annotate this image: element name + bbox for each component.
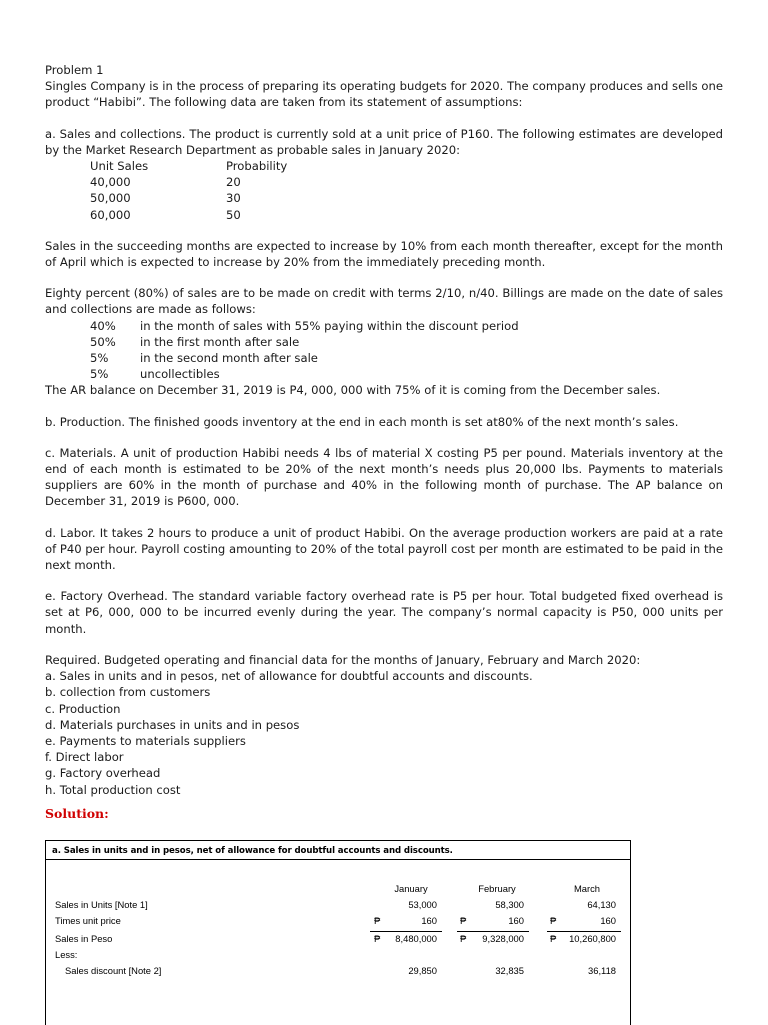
section-e-text: e. Factory Overhead. The standard variable factory overhead rate is P5 per hour. Total budgeted fixed overhead is set at P6, 000, 000 to be incurred evenly during the year. The company’s normal capacity is P50, 000 units per month. bbox=[45, 589, 723, 636]
collection-pct: 5% bbox=[90, 367, 109, 382]
row-label: Times unit price bbox=[55, 915, 121, 926]
probability-value: 30 bbox=[226, 191, 241, 206]
required-item: f. Direct labor bbox=[45, 750, 124, 765]
unit-sales-header: Unit Sales bbox=[90, 159, 149, 174]
collection-desc: in the first month after sale bbox=[140, 334, 300, 349]
table-row bbox=[46, 915, 630, 929]
subtotal-rule bbox=[370, 931, 442, 932]
cell-value: 53,000 bbox=[408, 899, 437, 910]
cell-value: 160 bbox=[600, 915, 616, 926]
required-intro: Required. Budgeted operating and financial data for the months of January, February and March 2020: bbox=[45, 652, 641, 667]
collection-pct: 40% bbox=[90, 318, 116, 333]
problem-heading: Problem 1 bbox=[45, 63, 104, 77]
cell-value: 32,835 bbox=[495, 965, 524, 976]
row-label: Less: bbox=[55, 949, 78, 960]
peso-sign: ₱ bbox=[374, 933, 381, 944]
unit-sales-value: 60,000 bbox=[90, 207, 131, 222]
table-row bbox=[46, 965, 630, 979]
required-item: b. collection from customers bbox=[45, 685, 211, 700]
peso-sign: ₱ bbox=[550, 933, 557, 944]
required-item: a. Sales in units and in pesos, net of allowance for doubtful accounts and discounts. bbox=[45, 669, 533, 684]
solution-table-title: a. Sales in units and in pesos, net of allowance for doubtful accounts and discounts. bbox=[52, 846, 453, 856]
collection-row bbox=[45, 366, 723, 382]
collection-desc: uncollectibles bbox=[140, 367, 220, 382]
probability-row bbox=[45, 207, 723, 223]
peso-sign: ₱ bbox=[550, 915, 557, 926]
credit-text: Eighty percent (80%) of sales are to be made on credit with terms 2/10, n/40. Billings are made on the date of sales and collections are made as follows: bbox=[45, 286, 723, 317]
title-divider bbox=[46, 859, 630, 860]
cell-value: 64,130 bbox=[587, 899, 616, 910]
peso-sign: ₱ bbox=[460, 933, 467, 944]
peso-sign: ₱ bbox=[460, 915, 467, 926]
row-label: Sales discount [Note 2] bbox=[65, 965, 162, 976]
solution-table bbox=[45, 840, 631, 1025]
probability-value: 50 bbox=[226, 207, 241, 222]
collection-pct: 5% bbox=[90, 351, 109, 366]
required-item: g. Factory overhead bbox=[45, 766, 161, 781]
table-row bbox=[46, 949, 630, 963]
peso-sign: ₱ bbox=[374, 915, 381, 926]
month-header-row bbox=[46, 883, 630, 897]
required-item: e. Payments to materials suppliers bbox=[45, 733, 246, 748]
growth-text: Sales in the succeeding months are expected to increase by 10% from each month thereafter, except for the month of April which is expected to increase by 20% from the immediately preceding month. bbox=[45, 238, 723, 270]
month-header-march: March bbox=[573, 883, 601, 894]
subtotal-rule bbox=[547, 931, 621, 932]
probability-row bbox=[45, 190, 723, 206]
collection-desc: in the second month after sale bbox=[140, 351, 318, 366]
problem-document bbox=[45, 62, 723, 798]
problem-intro: Singles Company is in the process of preparing its operating budgets for 2020. The company produces and sells one product “Habibi”. The following data are taken from its statement of assumptions: bbox=[45, 79, 723, 110]
subtotal-rule bbox=[457, 931, 529, 932]
cell-value: 160 bbox=[421, 915, 437, 926]
probability-table-header bbox=[45, 158, 723, 174]
collection-row bbox=[45, 350, 723, 366]
required-item: d. Materials purchases in units and in pesos bbox=[45, 717, 300, 732]
solution-label: Solution: bbox=[45, 806, 109, 821]
cell-value: 29,850 bbox=[408, 965, 437, 976]
collection-pct: 50% bbox=[90, 334, 116, 349]
section-c-text: c. Materials. A unit of production Habibi needs 4 lbs of material X costing P5 per pound. Materials inventory at the end of each month is estimated to be 20% of the next month’s needs plus 20,000 lbs. Payments to materials suppliers are 60% in the month of purchase and 40% in the following month of purchase. The AP balance on December 31, 2019 is P600, 000. bbox=[45, 445, 723, 509]
row-label: Sales in Peso bbox=[55, 933, 113, 944]
required-item: c. Production bbox=[45, 701, 121, 716]
unit-sales-value: 40,000 bbox=[90, 175, 131, 190]
cell-value: 9,328,000 bbox=[482, 933, 524, 944]
month-header-february: February bbox=[478, 883, 516, 894]
probability-header: Probability bbox=[226, 159, 288, 174]
required-item: h. Total production cost bbox=[45, 782, 181, 797]
row-label: Sales in Units [Note 1] bbox=[55, 899, 148, 910]
collection-row bbox=[45, 318, 723, 334]
collection-row bbox=[45, 334, 723, 350]
collection-desc: in the month of sales with 55% paying within the discount period bbox=[140, 318, 519, 333]
cell-value: 160 bbox=[508, 915, 524, 926]
probability-row bbox=[45, 174, 723, 190]
month-header-january: January bbox=[394, 883, 428, 894]
section-d-text: d. Labor. It takes 2 hours to produce a unit of product Habibi. On the average production workers are paid at a rate of P40 per hour. Payroll costing amounting to 20% of the total payroll cost per month are estimated to be paid in the next month. bbox=[45, 525, 723, 573]
cell-value: 10,260,800 bbox=[569, 933, 616, 944]
ar-balance-text: The AR balance on December 31, 2019 is P4, 000, 000 with 75% of it is coming from the December sales. bbox=[45, 383, 661, 398]
probability-value: 20 bbox=[226, 175, 241, 190]
section-b-text: b. Production. The finished goods inventory at the end in each month is set at80% of the next month’s sales. bbox=[45, 414, 679, 429]
section-a-text: a. Sales and collections. The product is currently sold at a unit price of P160. The following estimates are developed by the Market Research Department as probable sales in January 2020: bbox=[45, 126, 723, 157]
table-row bbox=[46, 899, 630, 913]
cell-value: 36,118 bbox=[588, 965, 616, 976]
cell-value: 8,480,000 bbox=[395, 933, 437, 944]
unit-sales-value: 50,000 bbox=[90, 191, 131, 206]
table-row bbox=[46, 933, 630, 947]
cell-value: 58,300 bbox=[495, 899, 524, 910]
